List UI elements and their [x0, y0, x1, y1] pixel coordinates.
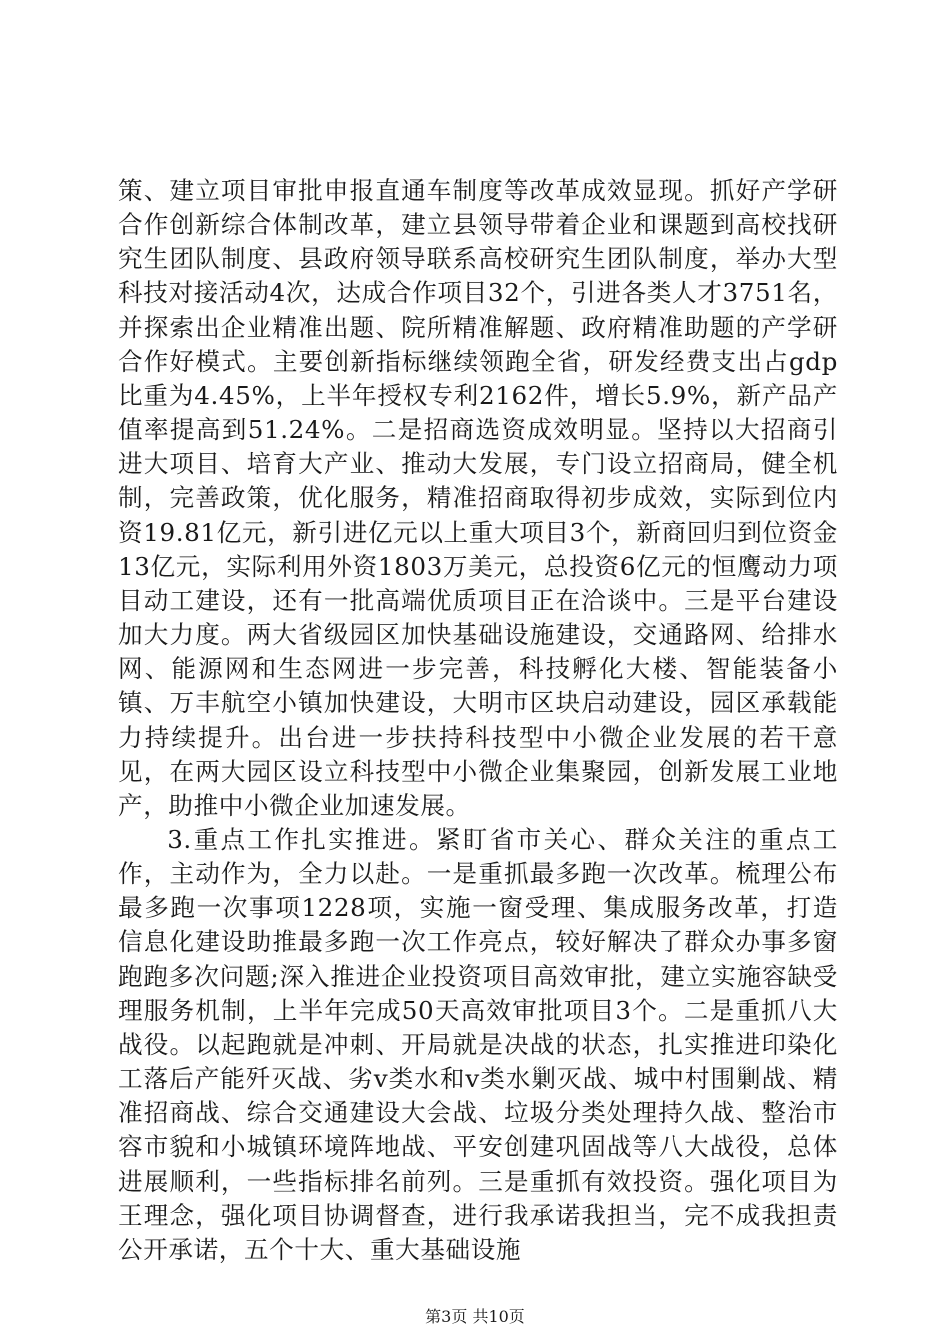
paragraph-innovation-investment: 策、建立项目审批申报直通车制度等改革成效显现。抓好产学研合作创新综合体制改革，建立县领导带着企业和课题到高校找研究生团队制度、县政府领导联系高校研究生团队制度，举办大型科技对接活动4次，达成合作项目32个，引进各类人才3751名，并探索出企业精准出题、院所精准解题、政府精准助题的产学研合作好模式。主要创新指标继续领跑全省，研发经费支出占gdp比重为4.45%，上半年授权专利2162件，增长5.9%，新产品产值率提高到51.24%。二是招商选资成效明显。坚持以大招商引进大项目、培育大产业、推动大发展，专门设立招商局，健全机制，完善政策，优化服务，精准招商取得初步成效，实际到位内资19.81亿元，新引进亿元以上重大项目3个，新商回归到位资金13亿元，实际利用外资1803万美元，总投资6亿元的恒鹰动力项目动工建设，还有一批高端优质项目正在洽谈中。三是平台建设加大力度。两大省级园区加快基础设施建设，交通路网、给排水网、能源网和生态网进一步完善，科技孵化大楼、智能装备小镇、万丰航空小镇加快建设，大明市区块启动建设，园区承载能力持续提升。出台进一步扶持科技型中小微企业发展的若干意见，在两大园区设立科技型中小微企业集聚园，创新发展工业地产，助推中小微企业加速发展。	[118, 176, 838, 820]
paragraph-key-work: 3.重点工作扎实推进。紧盯省市关心、群众关注的重点工作，主动作为，全力以赴。一是重抓最多跑一次改革。梳理公布最多跑一次事项1228项，实施一窗受理、集成服务改革，打造信息化建设助推最多跑一次工作亮点，较好解决了群众办事多窗跑跑多次问题;深入推进企业投资项目高效审批，建立实施容缺受理服务机制，上半年完成50天高效审批项目3个。二是重抓八大战役。以起跑就是冲刺、开局就是决战的状态，扎实推进印染化工落后产能歼灭战、劣v类水和v类水剿灭战、城中村围剿战、精准招商战、综合交通建设大会战、垃圾分类处理持久战、整治市容市貌和小城镇环境阵地战、平安创建巩固战等八大战役，总体进展顺利，一些指标排名前列。三是重抓有效投资。强化项目为王理念，强化项目协调督查，进行我承诺我担当，完不成我担责公开承诺，五个十大、重大基础设施	[118, 824, 838, 1264]
page-footer: 第3页 共10页	[425, 1307, 525, 1326]
document-body	[118, 174, 838, 1267]
